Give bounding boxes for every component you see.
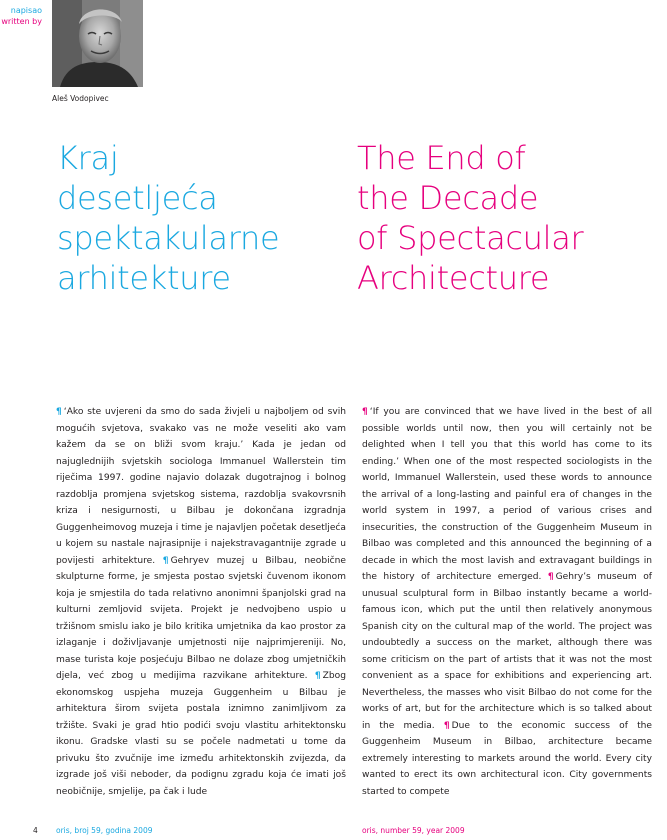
author-portrait-image bbox=[52, 0, 143, 87]
pilcrow-icon: ¶ bbox=[547, 572, 554, 582]
body-column-english bbox=[362, 404, 652, 800]
paragraph: ‘If you are convinced that we have lived in the best of all possible worlds until now, then you will certainly not be delighted when I tell you that this world has come to its ending.’ When one of the most respected sociologists in the world, Immanuel Wallerstein, used these words to announce the arrival of a long-lasting and painful era of changes in the world system in 1997, a period of various crises and insecurities, the construction of the Guggenheim Museum in Bilbao was completed and this announced the beginning of a decade in which the most lavish and extravagant buildings in the history of architecture emerged. bbox=[362, 407, 652, 582]
page-number: 4 bbox=[33, 826, 38, 835]
title-hr-line: Kraj bbox=[57, 139, 119, 177]
title-hr-line: spektakularne bbox=[57, 219, 280, 257]
pilcrow-icon: ¶ bbox=[443, 720, 450, 731]
title-hr-line: desetljeća bbox=[57, 179, 218, 217]
title-english bbox=[357, 138, 657, 298]
title-en-line: The End of bbox=[357, 139, 526, 177]
pilcrow-icon: ¶ bbox=[56, 407, 62, 417]
title-en-line: Architecture bbox=[357, 259, 550, 297]
title-en-line: of Spectacular bbox=[357, 219, 584, 257]
paragraph: ‘Ako ste uvjereni da smo do sada živjeli u najboljem od svih mogućih svjetova, svakako vas ne može veseliti ako vam kažem da se on bliži svom kraju.’ Kada je jedan od najuglednijih svjetskih sociologa Immanuel Wallerstein tim riječima 1997. godine najavio dolazak dugotrajnog i bolnog razdoblja promjena svjetskog sistema, razdoblja svakovrsnih kriza i nesigurnosti, u Bilbau je dokončana izgradnja Guggenheimovog muzeja i time je najavljen početak desetljeća u kojem su nastale najrasipnije i najekstravagantnije zgrade u povijesti arhitekture. bbox=[56, 407, 346, 566]
title-hr-line: arhitekture bbox=[57, 259, 231, 297]
pilcrow-icon: ¶ bbox=[162, 555, 169, 566]
byline-hr: napisao bbox=[10, 6, 42, 15]
paragraph: Zbog ekonomskog uspjeha muzeja Guggenheim u Bilbau je arhitektura širom svijeta postala iznimno zanimljivom za tržište. Svaki je grad htio podići svoju vlastitu arhitektonsku ikonu. Gradske vlasti su se počele nadmetati u tome da privuku što zvučnije ime između arhitektonskih zvijezda, da izgrade još viši neboder, da podignu zgradu koja će imati još neobičnije, smjelije, pa čak i lude bbox=[56, 671, 346, 797]
byline-header bbox=[0, 5, 42, 27]
byline-en: written by bbox=[1, 17, 42, 26]
paragraph: Due to the economic success of the Guggenheim Museum in Bilbao, architecture became extremely interesting to markets around the world. Every city wanted to erect its own architectural icon. City governments started to compete bbox=[362, 720, 652, 797]
footer-croatian: oris, broj 59, godina 2009 bbox=[56, 826, 153, 835]
body-column-croatian bbox=[56, 404, 346, 800]
title-croatian bbox=[57, 138, 347, 298]
paragraph: Gehry’s museum of unusual sculptural form in Bilbao instantly became a world-famous icon, which put the until then relatively anonymous Spanish city on the cultural map of the world. The project was undoubtedly a success on the market, although there was some criticism on the part of artists that it was not the most convenient as a space for exhibitions and experiencing art. Nevertheless, the masses who visit Bilbao do not come for the works of art, but for the architecture which is so talked about in the media. bbox=[362, 572, 652, 731]
pilcrow-icon: ¶ bbox=[314, 671, 321, 681]
pilcrow-icon: ¶ bbox=[362, 407, 368, 417]
footer-english: oris, number 59, year 2009 bbox=[362, 826, 465, 835]
title-en-line: the Decade bbox=[357, 179, 539, 217]
paragraph: Gehryev muzej u Bilbau, neobične skulpturne forme, je smjesta postao svjetski čuvenom ikonom koja je smjestila do tada relativno anonimni španjolski grad na kulturni zemljovid svijeta. Projekt je nedvojbeno uspio u tržišnom smislu iako je bilo kritika umjetnika da kao prostor za izlaganje i doživljavanje umjetnosti nije najprimjereniji. No, mase turista koje posjećuju Bilbao ne dolaze zbog umjetničkih djela, već zbog u medijima razvikane arhitekture. bbox=[56, 555, 346, 681]
author-photo bbox=[52, 0, 143, 87]
photo-caption: Aleš Vodopivec bbox=[52, 94, 109, 103]
